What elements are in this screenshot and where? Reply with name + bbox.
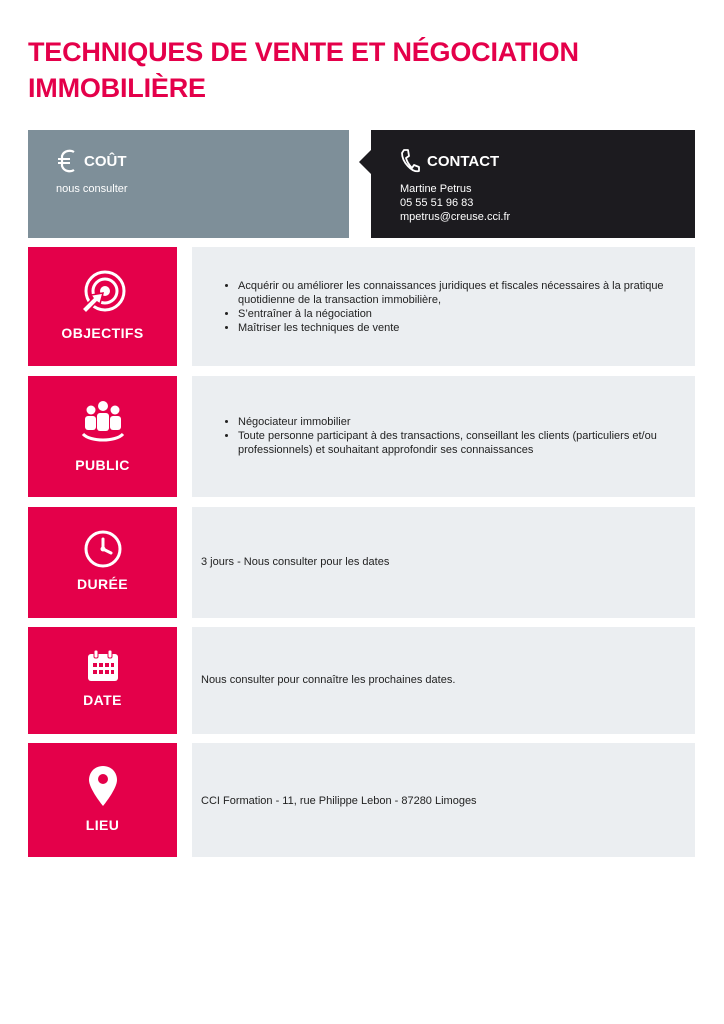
duree-header [28,507,177,618]
euro-icon [56,148,78,174]
list-item: • Négociateur immobilier [238,415,688,429]
date-content [192,627,695,734]
contact-email[interactable]: mpetrus@creuse.cci.fr [400,211,511,223]
clock-icon [83,529,123,574]
target-icon [79,269,127,322]
page-title-line-2: IMMOBILIÈRE [28,73,206,103]
section-date [28,627,695,734]
phone-icon [399,148,421,174]
lieu-label: LIEU [85,817,120,833]
section-lieu [28,743,695,857]
page-title-line-1: TECHNIQUES DE VENTE ET NÉGOCIATION [28,37,579,67]
list-item: • Acquérir ou améliorer les connaissances juridiques et fiscales nécessaires à la pratique quotidienne de la transaction immobilière, [238,279,688,307]
lieu-content [192,743,695,857]
date-label: DATE [83,692,122,708]
contact-notch [359,150,371,174]
contact-name: Martine Petrus [400,183,472,195]
contact-header [399,148,499,174]
duree-text: 3 jours - Nous consulter pour les dates [201,556,390,568]
group-icon [80,398,126,449]
location-pin-icon [88,765,118,812]
date-header [28,627,177,734]
page-title [28,34,708,106]
lieu-header [28,743,177,857]
public-label: PUBLIC [75,457,130,473]
contact-phone[interactable]: 05 55 51 96 83 [400,197,474,209]
duree-content [192,507,695,618]
cost-header [56,148,127,174]
objectifs-label: OBJECTIFS [61,325,144,341]
public-list [192,415,688,457]
objectifs-content [192,247,695,366]
duree-label: DURÉE [76,576,128,592]
section-objectifs [28,247,695,366]
cost-label: COÛT [84,152,127,170]
objectifs-list [192,279,688,335]
list-item: • Toute personne participant à des transactions, conseillant les clients (particuliers et/ou professionnels) et souhaitant approfondir ses connaissances [238,429,688,457]
public-content [192,376,695,497]
list-item: • S’entraîner à la négociation [238,307,688,321]
date-text: Nous consulter pour connaître les prochaines dates. [201,674,456,686]
list-item: • Maîtriser les techniques de vente [238,321,688,335]
public-header [28,376,177,497]
cost-text: nous consulter [56,183,128,195]
section-duree [28,507,695,618]
lieu-text: CCI Formation - 11, rue Philippe Lebon - 87280 Limoges [201,795,477,807]
calendar-icon [86,649,120,688]
contact-details [400,182,510,224]
objectifs-header [28,247,177,366]
contact-label: CONTACT [427,152,500,170]
contact-panel [371,130,695,238]
cost-panel [28,130,349,238]
section-public [28,376,695,497]
